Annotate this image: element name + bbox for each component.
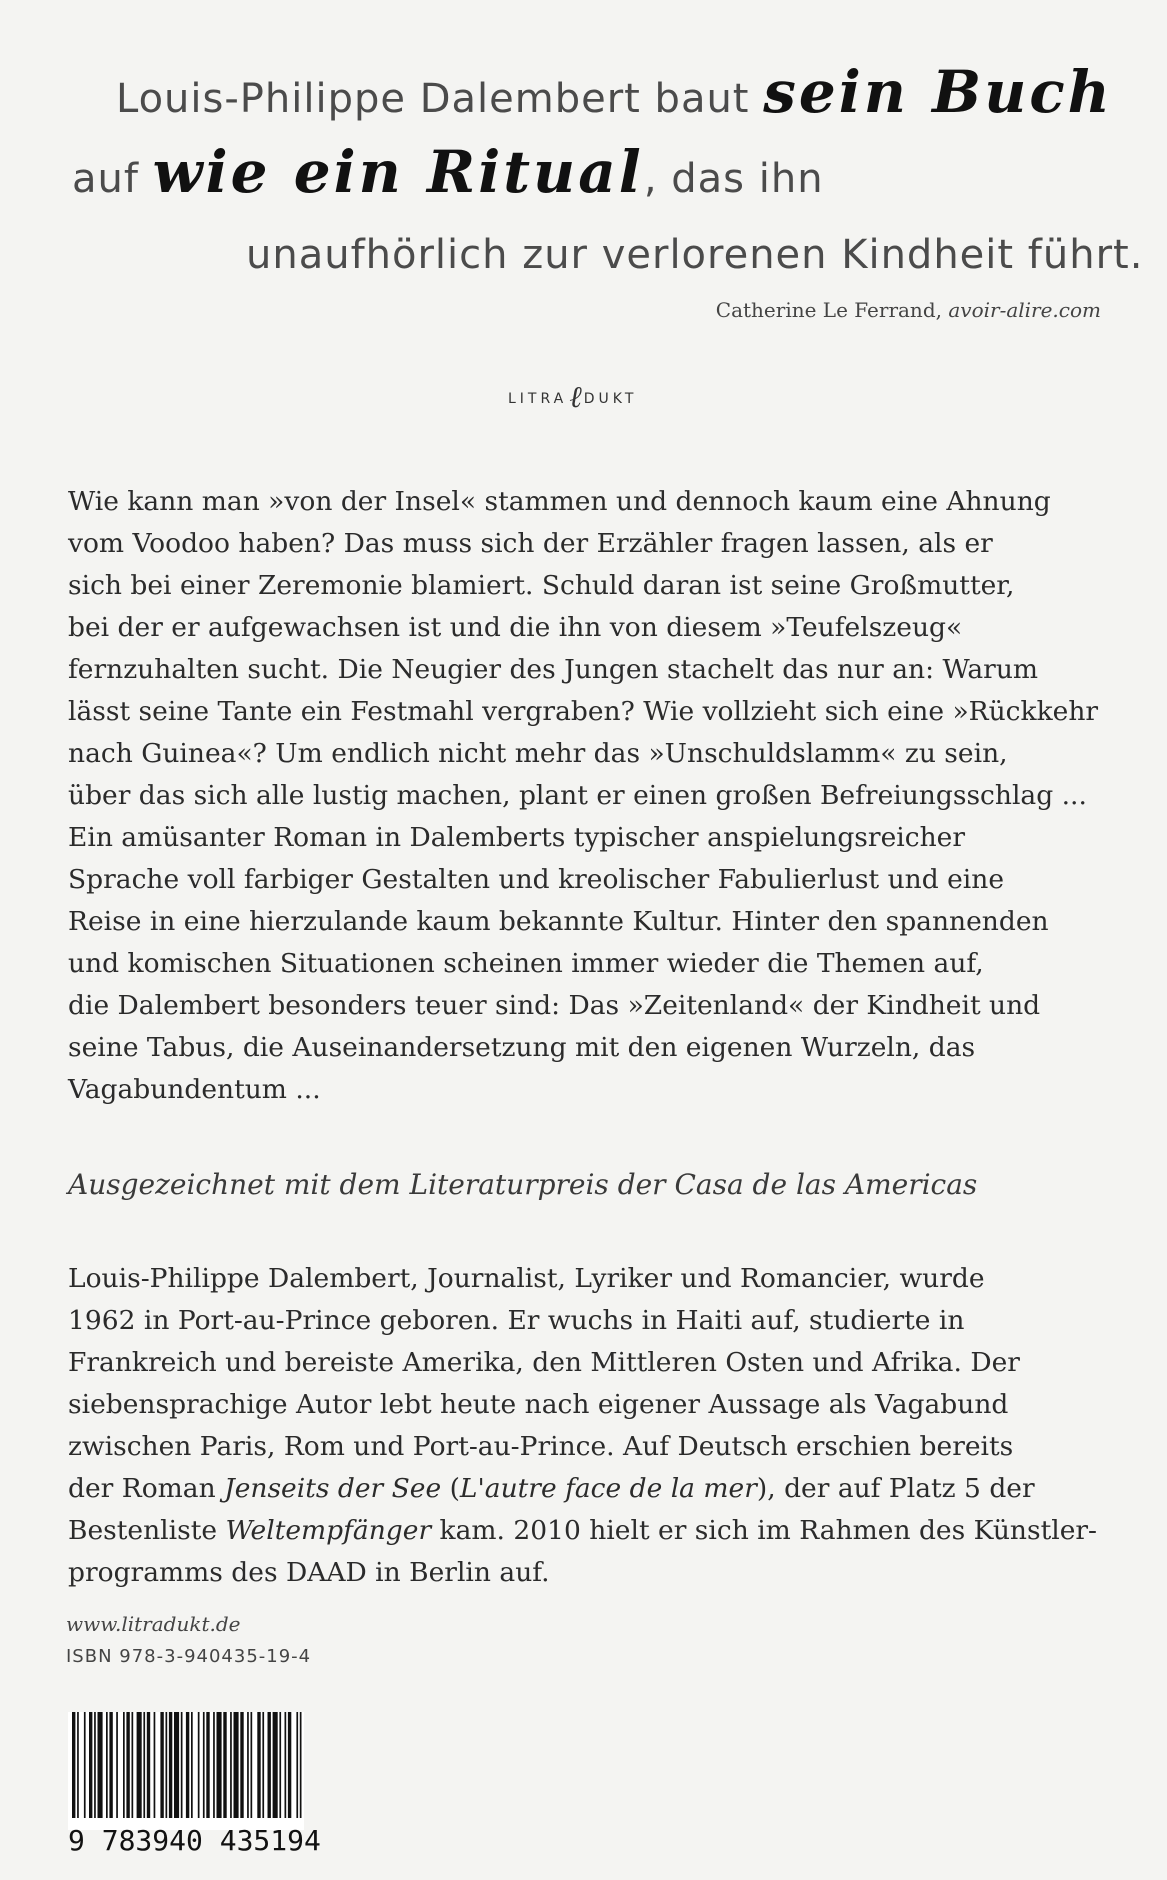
description-line: sich bei einer Zeremonie blamiert. Schuld daran ist seine Großmutter,: [68, 570, 1015, 601]
barcode-bar: [203, 1712, 205, 1818]
description-line: Vagabundentum ...: [68, 1074, 321, 1105]
description-line: die Dalembert besonders teuer sind: Das »Zeitenland« der Kindheit und: [68, 990, 1041, 1021]
book-title-original: L'autre face de la mer: [459, 1473, 757, 1504]
quote-line-3: unaufhörlich zur verlorenen Kindheit führt.: [246, 232, 1144, 278]
barcode-bar: [191, 1712, 193, 1818]
quote-emphasis: sein Buch: [763, 58, 1113, 126]
barcode-bar: [206, 1712, 209, 1818]
barcode-bar: [285, 1712, 287, 1818]
barcode-bar: [106, 1712, 108, 1818]
barcode-bar: [84, 1712, 86, 1818]
attribution-author: Catherine Le Ferrand,: [715, 298, 949, 322]
quote-emphasis: wie ein Ritual: [152, 138, 644, 206]
description-line: seine Tabus, die Auseinandersetzung mit den eigenen Wurzeln, das: [68, 1032, 976, 1063]
bio-text: der Roman: [68, 1473, 225, 1504]
logo-text-right: DUKT: [583, 391, 638, 407]
barcode-bar: [247, 1712, 249, 1818]
description-line: Sprache voll farbiger Gestalten und kreolischer Fabulierlust und eine: [68, 864, 1005, 895]
barcode-bar: [251, 1712, 253, 1818]
barcode-bar: [147, 1712, 150, 1818]
quote-line-1: [116, 58, 1113, 126]
publisher-url: www.litradukt.de: [66, 1612, 241, 1636]
barcode-digits: 9 783940 435194: [68, 1824, 321, 1857]
barcode-bar: [143, 1712, 145, 1818]
bio-line: programms des DAAD in Berlin auf.: [68, 1557, 550, 1588]
publisher-logo: [508, 380, 637, 415]
description-line: Ein amüsanter Roman in Dalemberts typischer anspielungsreicher: [68, 822, 965, 853]
barcode-bar: [160, 1712, 163, 1818]
description-line: und komischen Situationen scheinen immer wieder die Themen auf,: [68, 948, 984, 979]
bio-line: [68, 1468, 1108, 1510]
barcode: [68, 1712, 304, 1830]
barcode-bar: [300, 1712, 302, 1818]
barcode-bar: [89, 1712, 92, 1818]
quote-attribution: [716, 298, 1101, 322]
description-line: nach Guinea«? Um endlich nicht mehr das »Unschuldslamm« zu sein,: [68, 738, 1008, 769]
barcode-bar: [109, 1712, 112, 1818]
barcode-bar: [174, 1712, 179, 1818]
barcode-bar: [268, 1712, 271, 1818]
bio-line: Frankreich und bereiste Amerika, den Mittleren Osten und Afrika. Der: [68, 1347, 1020, 1378]
description-line: vom Voodoo haben? Das muss sich der Erzähler fragen lassen, als er: [68, 528, 993, 559]
barcode-bar: [186, 1712, 189, 1818]
barcode-bar: [217, 1712, 222, 1818]
quote-text: , das ihn: [643, 156, 824, 202]
barcode-bar: [137, 1712, 142, 1818]
bio-text: (: [441, 1473, 460, 1504]
barcode-bar: [240, 1712, 243, 1818]
barcode-bar: [169, 1712, 172, 1818]
quote-line-2: [72, 138, 1022, 206]
barcode-bar: [94, 1712, 96, 1818]
barcode-bar: [288, 1712, 291, 1818]
barcode-bar: [77, 1712, 79, 1818]
barcode-bar: [181, 1712, 183, 1818]
quote-text: auf: [72, 156, 153, 202]
quote-text: Louis-Philippe Dalembert baut: [116, 76, 764, 122]
barcode-bar: [279, 1712, 281, 1818]
barcode-bar: [234, 1712, 239, 1818]
description-line: Reise in eine hierzulande kaum bekannte Kultur. Hinter den spannenden: [68, 906, 1049, 937]
bio-text: Bestenliste: [68, 1515, 226, 1546]
book-title: Jenseits der See: [224, 1473, 442, 1504]
barcode-bar: [262, 1712, 264, 1818]
description-line: lässt seine Tante ein Festmahl vergraben? Wie vollzieht sich eine »Rückkehr: [68, 696, 1099, 727]
barcode-bar: [230, 1712, 232, 1818]
bio-line: [68, 1510, 1108, 1552]
bio-line: Louis-Philippe Dalembert, Journalist, Lyriker und Romancier, wurde: [68, 1263, 985, 1294]
barcode-bar: [132, 1712, 134, 1818]
bio-text: kam. 2010 hielt er sich im Rahmen des Künstler-: [431, 1515, 1098, 1546]
description-line: fernzuhalten sucht. Die Neugier des Jungen stachelt das nur an: Warum: [68, 654, 1039, 685]
logo-mark: ℓ: [569, 380, 582, 415]
description-line: bei der er aufgewachsen ist und die ihn von diesem »Teufelszeug«: [68, 612, 963, 643]
barcode-bars: [68, 1712, 304, 1818]
bio-text: ), der auf Platz 5 der: [756, 1473, 1035, 1504]
barcode-bar: [123, 1712, 125, 1818]
barcode-bar: [273, 1712, 278, 1818]
description-line: Wie kann man »von der Insel« stammen und dennoch kaum eine Ahnung: [68, 486, 1051, 517]
barcode-bar: [223, 1712, 226, 1818]
attribution-source: avoir-alire.com: [948, 298, 1101, 322]
barcode-bar: [257, 1712, 260, 1818]
isbn: ISBN 978-3-940435-19-4: [66, 1646, 312, 1667]
barcode-bar: [116, 1712, 118, 1818]
bio-line: siebensprachige Autor lebt heute nach eigener Aussage als Vagabund: [68, 1389, 1009, 1420]
bio-line: zwischen Paris, Rom und Port-au-Prince. Auf Deutsch erschien bereits: [68, 1431, 1014, 1462]
barcode-bar: [72, 1712, 75, 1818]
bio-line: 1962 in Port-au-Prince geboren. Er wuchs in Haiti auf, studierte in: [68, 1305, 965, 1336]
barcode-bar: [126, 1712, 129, 1818]
barcode-bar: [154, 1712, 156, 1818]
author-bio: [68, 1258, 1108, 1594]
list-title: Weltempfänger: [225, 1515, 432, 1546]
description: [68, 481, 1108, 1111]
logo-text-left: LITRA: [508, 391, 568, 407]
barcode-bar: [166, 1712, 168, 1818]
barcode-bar: [213, 1712, 215, 1818]
description-line: über das sich alle lustig machen, plant er einen großen Befreiungsschlag ...: [68, 780, 1087, 811]
barcode-bar: [98, 1712, 103, 1818]
award-note: Ausgezeichnet mit dem Literaturpreis der Casa de las Americas: [68, 1168, 978, 1201]
barcode-bar: [198, 1712, 200, 1818]
barcode-bar: [296, 1712, 298, 1818]
